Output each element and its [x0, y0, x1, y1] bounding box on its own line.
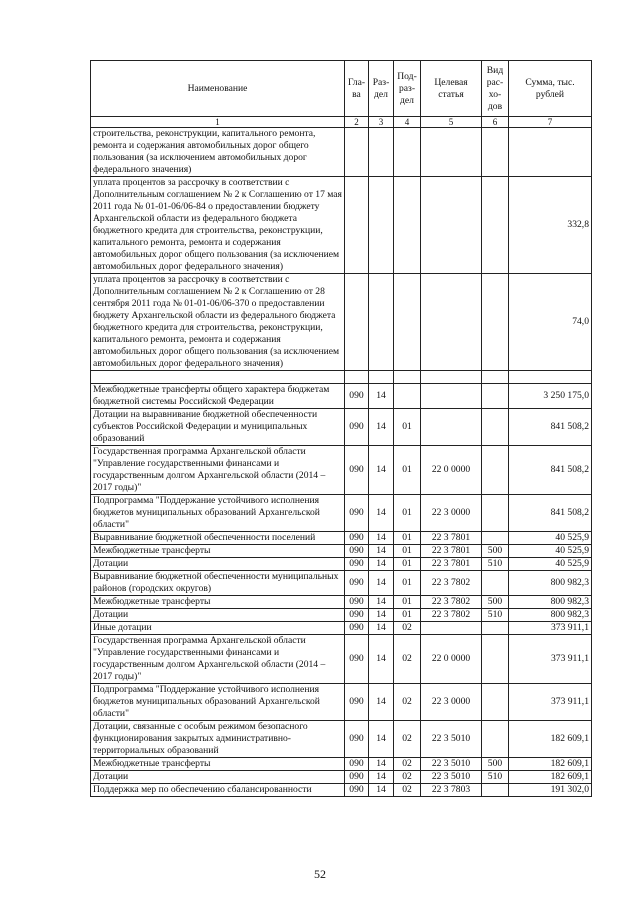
row-vid	[482, 495, 509, 532]
table-row	[91, 409, 592, 446]
row-name: Государственная программа Архангельской области "Управление государственными финансами и государственным долгом Архангельской области (2014 – 2017 годы)"	[91, 635, 345, 684]
row-vid	[482, 571, 509, 596]
row-target: 22 3 7803	[421, 784, 482, 797]
row-vid: 510	[482, 609, 509, 622]
row-sum	[509, 371, 592, 384]
row-sum: 841 508,2	[509, 495, 592, 532]
row-podrazdel: 01	[394, 495, 421, 532]
table-row	[91, 274, 592, 371]
row-name: Поддержка мер по обеспечению сбалансированности	[91, 784, 345, 797]
row-glava: 090	[345, 446, 369, 495]
header-row	[91, 61, 592, 117]
col-number: 5	[421, 117, 482, 128]
row-sum: 841 508,2	[509, 409, 592, 446]
row-target: 22 3 0000	[421, 495, 482, 532]
col-header-podrazdel: Под-раз-дел	[394, 61, 421, 117]
row-name: Выравнивание бюджетной обеспеченности муниципальных районов (городских округов)	[91, 571, 345, 596]
row-name: Подпрограмма "Поддержание устойчивого исполнения бюджетов муниципальных образований Архангельской области"	[91, 684, 345, 721]
row-target	[421, 409, 482, 446]
row-sum: 182 609,1	[509, 771, 592, 784]
row-target: 22 3 5010	[421, 771, 482, 784]
row-razdel: 14	[369, 384, 394, 409]
row-podrazdel	[394, 177, 421, 274]
row-glava: 090	[345, 771, 369, 784]
row-razdel: 14	[369, 758, 394, 771]
row-sum: 40 525,9	[509, 532, 592, 545]
table-row	[91, 128, 592, 177]
row-podrazdel: 02	[394, 635, 421, 684]
row-vid: 500	[482, 596, 509, 609]
col-number: 1	[91, 117, 345, 128]
row-vid	[482, 446, 509, 495]
row-name: Дотации	[91, 609, 345, 622]
row-razdel	[369, 371, 394, 384]
table-row	[91, 622, 592, 635]
budget-table	[90, 60, 592, 797]
column-number-row	[91, 117, 592, 128]
row-sum: 373 911,1	[509, 622, 592, 635]
row-sum: 40 525,9	[509, 545, 592, 558]
row-name	[91, 371, 345, 384]
row-podrazdel: 01	[394, 545, 421, 558]
row-glava: 090	[345, 596, 369, 609]
row-target	[421, 177, 482, 274]
row-glava: 090	[345, 532, 369, 545]
row-target	[421, 622, 482, 635]
table-row	[91, 684, 592, 721]
row-sum: 182 609,1	[509, 758, 592, 771]
row-razdel: 14	[369, 446, 394, 495]
table-row	[91, 609, 592, 622]
row-sum: 373 911,1	[509, 635, 592, 684]
col-number: 7	[509, 117, 592, 128]
col-header-name: Наименование	[91, 61, 345, 117]
row-glava: 090	[345, 609, 369, 622]
row-vid	[482, 684, 509, 721]
row-sum: 800 982,3	[509, 571, 592, 596]
row-sum: 373 911,1	[509, 684, 592, 721]
row-podrazdel: 01	[394, 609, 421, 622]
row-vid	[482, 635, 509, 684]
row-target: 22 3 0000	[421, 684, 482, 721]
col-number: 6	[482, 117, 509, 128]
row-podrazdel: 01	[394, 596, 421, 609]
row-sum: 332,8	[509, 177, 592, 274]
row-name: строительства, реконструкции, капитального ремонта, ремонта и содержания автомобильных дорог общего пользования (за исключением автомобильных дорог федерального значения)	[91, 128, 345, 177]
row-vid: 510	[482, 558, 509, 571]
row-target: 22 3 7801	[421, 545, 482, 558]
row-glava: 090	[345, 721, 369, 758]
row-razdel: 14	[369, 532, 394, 545]
row-target: 22 3 7802	[421, 571, 482, 596]
row-target	[421, 371, 482, 384]
row-target	[421, 384, 482, 409]
row-vid	[482, 784, 509, 797]
row-sum: 182 609,1	[509, 721, 592, 758]
row-podrazdel: 01	[394, 409, 421, 446]
col-header-vid: Вид рас-хо-дов	[482, 61, 509, 117]
row-razdel: 14	[369, 409, 394, 446]
row-razdel	[369, 274, 394, 371]
row-razdel: 14	[369, 609, 394, 622]
row-razdel: 14	[369, 571, 394, 596]
row-glava: 090	[345, 495, 369, 532]
row-podrazdel: 02	[394, 622, 421, 635]
row-glava	[345, 371, 369, 384]
table-row	[91, 758, 592, 771]
col-header-sum: Сумма, тыс. рублей	[509, 61, 592, 117]
row-razdel	[369, 177, 394, 274]
row-glava: 090	[345, 622, 369, 635]
row-name: Межбюджетные трансферты	[91, 596, 345, 609]
row-vid	[482, 177, 509, 274]
row-vid: 510	[482, 771, 509, 784]
row-sum: 191 302,0	[509, 784, 592, 797]
table-row	[91, 571, 592, 596]
row-target: 22 3 7801	[421, 532, 482, 545]
row-podrazdel: 01	[394, 446, 421, 495]
col-number: 3	[369, 117, 394, 128]
row-name: уплата процентов за рассрочку в соответствии с Дополнительным соглашением № 2 к Соглашению от 28 сентября 2011 года № 01-01-06/06-370 о предоставлении бюджету Архангельской области из федерального бюджета бюджетного кредита для строительства, реконструкции, капитального ремонта, ремонта и содержания автомобильных дорог общего пользования (за исключением автомобильных дорог федерального значения)	[91, 274, 345, 371]
table-row	[91, 771, 592, 784]
row-glava: 090	[345, 784, 369, 797]
row-glava	[345, 274, 369, 371]
row-name: Дотации, связанные с особым режимом безопасного функционирования закрытых административно-территориальных образований	[91, 721, 345, 758]
row-vid	[482, 622, 509, 635]
row-target: 22 0 0000	[421, 635, 482, 684]
row-podrazdel: 02	[394, 771, 421, 784]
row-podrazdel: 01	[394, 571, 421, 596]
row-podrazdel	[394, 274, 421, 371]
row-vid	[482, 371, 509, 384]
row-podrazdel	[394, 371, 421, 384]
row-glava: 090	[345, 409, 369, 446]
row-podrazdel: 01	[394, 558, 421, 571]
row-razdel: 14	[369, 721, 394, 758]
row-razdel: 14	[369, 596, 394, 609]
row-glava	[345, 177, 369, 274]
row-sum: 800 982,3	[509, 596, 592, 609]
row-sum: 40 525,9	[509, 558, 592, 571]
row-vid: 500	[482, 545, 509, 558]
row-target	[421, 274, 482, 371]
row-sum: 3 250 175,0	[509, 384, 592, 409]
row-glava: 090	[345, 558, 369, 571]
col-number: 2	[345, 117, 369, 128]
row-vid	[482, 274, 509, 371]
row-name: Подпрограмма "Поддержание устойчивого исполнения бюджетов муниципальных образований Архангельской области"	[91, 495, 345, 532]
row-sum: 841 508,2	[509, 446, 592, 495]
col-header-target: Целевая статья	[421, 61, 482, 117]
table-row	[91, 446, 592, 495]
row-name: Межбюджетные трансферты	[91, 545, 345, 558]
row-vid: 500	[482, 758, 509, 771]
table-row	[91, 635, 592, 684]
row-podrazdel: 01	[394, 532, 421, 545]
row-vid	[482, 128, 509, 177]
row-name: Государственная программа Архангельской области "Управление государственными финансами и государственным долгом Архангельской области (2014 – 2017 годы)"	[91, 446, 345, 495]
col-header-glava: Гла-ва	[345, 61, 369, 117]
row-razdel: 14	[369, 495, 394, 532]
col-number: 4	[394, 117, 421, 128]
table-row	[91, 545, 592, 558]
row-target	[421, 128, 482, 177]
row-sum	[509, 128, 592, 177]
row-glava: 090	[345, 635, 369, 684]
row-razdel: 14	[369, 558, 394, 571]
row-target: 22 3 7802	[421, 596, 482, 609]
row-vid	[482, 532, 509, 545]
row-name: Дотации	[91, 558, 345, 571]
col-header-razdel: Раз-дел	[369, 61, 394, 117]
row-glava	[345, 128, 369, 177]
row-target: 22 3 5010	[421, 721, 482, 758]
table-row	[91, 784, 592, 797]
row-vid	[482, 409, 509, 446]
row-name: Дотации на выравнивание бюджетной обеспеченности субъектов Российской Федерации и муниципальных образований	[91, 409, 345, 446]
table-row	[91, 384, 592, 409]
row-target: 22 3 7801	[421, 558, 482, 571]
row-sum: 800 982,3	[509, 609, 592, 622]
row-podrazdel: 02	[394, 721, 421, 758]
row-razdel: 14	[369, 771, 394, 784]
row-glava: 090	[345, 384, 369, 409]
table-row	[91, 558, 592, 571]
row-razdel: 14	[369, 622, 394, 635]
row-target: 22 3 5010	[421, 758, 482, 771]
table-row	[91, 177, 592, 274]
row-podrazdel: 02	[394, 684, 421, 721]
row-podrazdel	[394, 384, 421, 409]
page-number: 52	[314, 867, 326, 881]
row-razdel: 14	[369, 784, 394, 797]
row-razdel: 14	[369, 545, 394, 558]
row-vid	[482, 384, 509, 409]
table-row	[91, 532, 592, 545]
row-name: Межбюджетные трансферты	[91, 758, 345, 771]
row-podrazdel	[394, 128, 421, 177]
row-vid	[482, 721, 509, 758]
row-sum: 74,0	[509, 274, 592, 371]
row-podrazdel: 02	[394, 758, 421, 771]
row-name: Иные дотации	[91, 622, 345, 635]
row-razdel: 14	[369, 635, 394, 684]
table-row	[91, 371, 592, 384]
table-row	[91, 721, 592, 758]
row-name: Дотации	[91, 771, 345, 784]
row-name: Межбюджетные трансферты общего характера бюджетам бюджетной системы Российской Федерации	[91, 384, 345, 409]
table-row	[91, 495, 592, 532]
row-name: уплата процентов за рассрочку в соответствии с Дополнительным соглашением № 2 к Соглашению от 17 мая 2011 года № 01-01-06/06-84 о предоставлении бюджету Архангельской области из федерального бюджета бюджетного кредита для строительства, реконструкции, капитального ремонта, ремонта и содержания автомобильных дорог общего пользования (за исключением автомобильных дорог федерального значения)	[91, 177, 345, 274]
row-glava: 090	[345, 684, 369, 721]
row-target: 22 3 7802	[421, 609, 482, 622]
row-razdel: 14	[369, 684, 394, 721]
row-glava: 090	[345, 758, 369, 771]
row-glava: 090	[345, 545, 369, 558]
row-name: Выравнивание бюджетной обеспеченности поселений	[91, 532, 345, 545]
table-row	[91, 596, 592, 609]
row-razdel	[369, 128, 394, 177]
row-glava: 090	[345, 571, 369, 596]
row-podrazdel: 02	[394, 784, 421, 797]
row-target: 22 0 0000	[421, 446, 482, 495]
